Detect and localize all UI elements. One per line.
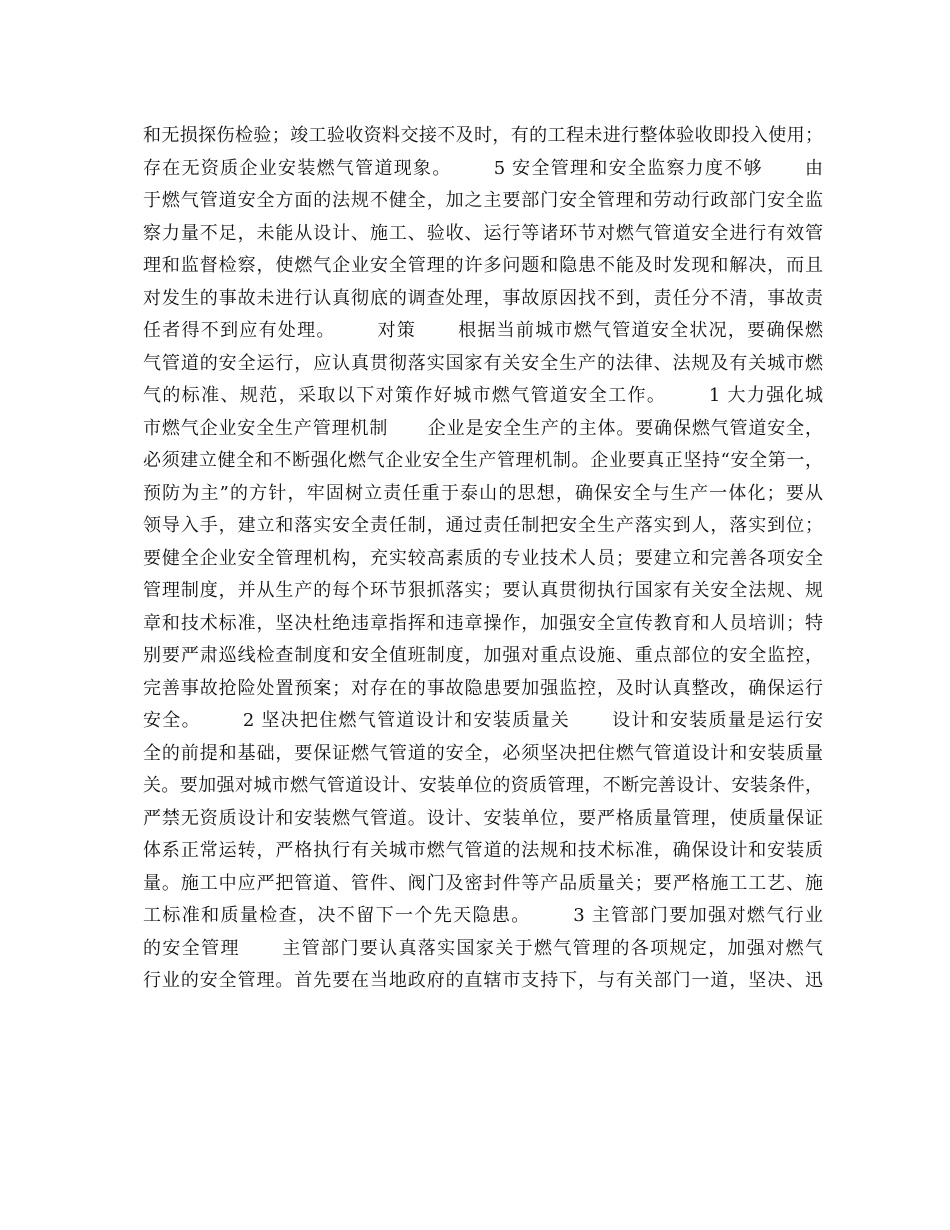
text-line: 存在无资质企业安装燃气管道现象。 5 安全管理和安全监察力度不够 由 — [143, 157, 823, 179]
text-line: 必须建立健全和不断强化燃气企业安全生产管理机制。企业要真正坚持“安全第一， — [143, 450, 823, 471]
text-line: 体系正常运转，严格执行有关城市燃气管道的法规和技术标准，确保设计和安装质 — [143, 840, 823, 861]
text-line: 量。施工中应严把管道、管件、阀门及密封件等产品质量关；要严格施工工艺、施 — [143, 872, 823, 894]
text-line: 要健全企业安全管理机构，充实较高素质的专业技术人员；要建立和完善各项安全 — [143, 547, 823, 569]
text-line: 和无损探伤检验；竣工验收资料交接不及时，有的工程未进行整体验收即投入使用； — [143, 125, 823, 146]
text-line: 全的前提和基础，要保证燃气管道的安全，必须坚决把住燃气管道设计和安装质量 — [143, 742, 823, 764]
text-line: 领导入手，建立和落实安全责任制，通过责任制把安全生产落实到人，落实到位； — [143, 515, 823, 536]
text-line: 对发生的事故未进行认真彻底的调查处理，事故原因找不到，责任分不清，事故责 — [143, 287, 823, 309]
text-line: 理和监督检察，使燃气企业安全管理的许多问题和隐患不能及时发现和解决，而且 — [143, 255, 823, 276]
text-line: 任者得不到应有处理。 对策 根据当前城市燃气管道安全状况，要确保燃 — [143, 320, 823, 341]
text-line: 察力量不足，未能从设计、施工、验收、运行等诸环节对燃气管道安全进行有效管 — [143, 222, 823, 244]
text-line: 预防为主”的方针，牢固树立责任重于泰山的思想，确保安全与生产一体化；要从 — [143, 482, 823, 504]
text-line: 安全。 2 坚决把住燃气管道设计和安装质量关 设计和安装质量是运行安 — [143, 710, 823, 731]
text-line: 关。要加强对城市燃气管道设计、安装单位的资质管理，不断完善设计、安装条件， — [143, 775, 823, 796]
text-line: 管理制度，并从生产的每个环节狠抓落实；要认真贯彻执行国家有关安全法规、规 — [143, 580, 823, 601]
text-line: 章和技术标准，坚决杜绝违章指挥和违章操作，加强安全宣传教育和人员培训；特 — [143, 612, 823, 634]
text-line: 完善事故抢险处置预案；对存在的事故隐患要加强监控，及时认真整改，确保运行 — [143, 677, 823, 699]
text-line: 气的标准、规范，采取以下对策作好城市燃气管道安全工作。 1 大力强化城 — [143, 385, 823, 406]
text-line: 严禁无资质设计和安装燃气管道。设计、安装单位，要严格质量管理，使质量保证 — [143, 807, 823, 829]
text-line: 于燃气管道安全方面的法规不健全，加之主要部门安全管理和劳动行政部门安全监 — [143, 190, 823, 211]
document-body — [143, 120, 823, 998]
text-line: 工标准和质量检查，决不留下一个先天隐患。 3 主管部门要加强对燃气行业 — [143, 905, 823, 926]
text-line: 气管道的安全运行，应认真贯彻落实国家有关安全生产的法律、法规及有关城市燃 — [143, 352, 823, 374]
text-line: 别要严肃巡线检查制度和安全值班制度，加强对重点设施、重点部位的安全监控， — [143, 645, 823, 666]
text-line: 市燃气企业安全生产管理机制 企业是安全生产的主体。要确保燃气管道安全， — [143, 417, 823, 439]
text-line: 行业的安全管理。首先要在当地政府的直辖市支持下，与有关部门一道，坚决、迅 — [143, 970, 823, 991]
text-line: 的安全管理 主管部门要认真落实国家关于燃气管理的各项规定，加强对燃气 — [143, 937, 823, 959]
